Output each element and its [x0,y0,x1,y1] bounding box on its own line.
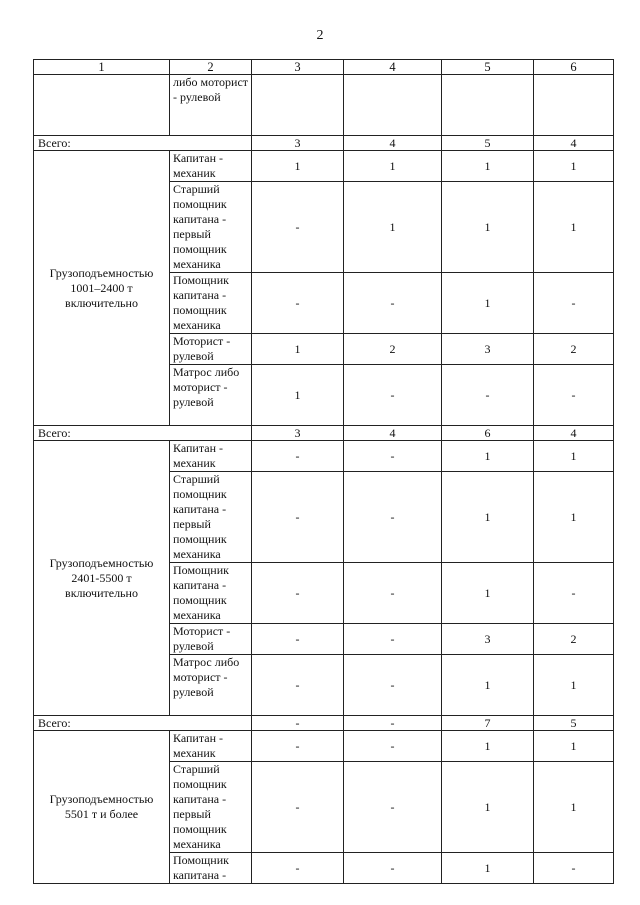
value-cell: 3 [442,624,534,655]
role-cell: Старший помощник капитана - первый помощник механика [170,762,252,853]
total-row [34,716,614,731]
value-cell: - [344,273,442,334]
role-cell: Моторист - рулевой [170,624,252,655]
total-cell: 5 [442,136,534,151]
value-cell: 1 [534,441,614,472]
value-cell: 1 [442,182,534,273]
value-cell: 1 [442,151,534,182]
value-cell: - [344,624,442,655]
value-cell: - [344,762,442,853]
value-cell: 1 [534,762,614,853]
value-cell: 1 [442,441,534,472]
header-cell: 6 [534,60,614,75]
total-cell: 4 [534,426,614,441]
crew-table [33,59,614,884]
value-cell: 1 [344,182,442,273]
value-cell [344,75,442,136]
total-label: Всего: [34,136,252,151]
role-cell: Капитан - механик [170,151,252,182]
value-cell: 1 [534,182,614,273]
total-row [34,426,614,441]
role-cell: Матрос либо моторист - рулевой [170,655,252,716]
value-cell: 1 [442,472,534,563]
value-cell: - [344,365,442,426]
value-cell: - [252,731,344,762]
value-cell: - [534,853,614,884]
page-number: 2 [316,28,324,43]
value-cell: - [252,762,344,853]
table-row [34,151,614,182]
value-cell: 1 [442,762,534,853]
value-cell: 1 [442,655,534,716]
value-cell: - [344,731,442,762]
value-cell: - [344,563,442,624]
value-cell: 1 [252,365,344,426]
total-cell: 4 [344,136,442,151]
header-cell: 4 [344,60,442,75]
value-cell: 1 [442,853,534,884]
value-cell: 3 [442,334,534,365]
value-cell [252,75,344,136]
value-cell: - [534,365,614,426]
role-cell: Моторист - рулевой [170,334,252,365]
header-row [34,60,614,75]
group-label: Грузоподъемностью 5501 т и более [34,731,170,884]
table-row [34,731,614,762]
value-cell: 2 [344,334,442,365]
total-label: Всего: [34,716,252,731]
table-row [34,441,614,472]
value-cell [534,75,614,136]
value-cell: 1 [252,151,344,182]
value-cell: - [252,655,344,716]
value-cell: 2 [534,334,614,365]
value-cell: 1 [442,563,534,624]
header-cell: 1 [34,60,170,75]
group-label: Грузоподъемностью 1001–2400 т включительно [34,151,170,426]
table-row [34,75,614,136]
value-cell: - [252,853,344,884]
role-cell: Помощник капитана - помощник механика [170,563,252,624]
value-cell: - [442,365,534,426]
total-cell: 3 [252,426,344,441]
role-cell: Старший помощник капитана - первый помощник механика [170,472,252,563]
group-cell [34,75,170,136]
value-cell: - [534,563,614,624]
value-cell: - [252,472,344,563]
group-label: Грузоподъемностью 2401-5500 т включительно [34,441,170,716]
total-cell: 7 [442,716,534,731]
value-cell: 1 [534,655,614,716]
header-cell: 3 [252,60,344,75]
value-cell: - [252,563,344,624]
total-cell: - [252,716,344,731]
value-cell: - [344,472,442,563]
value-cell: 1 [252,334,344,365]
total-cell: - [344,716,442,731]
value-cell: - [252,441,344,472]
value-cell: - [344,655,442,716]
value-cell: 1 [534,151,614,182]
value-cell: 1 [344,151,442,182]
role-cell: Матрос либо моторист - рулевой [170,365,252,426]
total-row [34,136,614,151]
value-cell: 1 [534,472,614,563]
value-cell: - [344,441,442,472]
value-cell: - [344,853,442,884]
header-cell: 5 [442,60,534,75]
value-cell: - [252,624,344,655]
total-cell: 3 [252,136,344,151]
role-cell: Помощник капитана - помощник механика [170,273,252,334]
value-cell: - [252,182,344,273]
value-cell: - [252,273,344,334]
crew-table-body [34,60,614,884]
value-cell: - [534,273,614,334]
role-cell: Капитан - механик [170,441,252,472]
total-cell: 6 [442,426,534,441]
total-cell: 4 [534,136,614,151]
role-cell: либо моторист - рулевой [170,75,252,136]
header-cell: 2 [170,60,252,75]
value-cell: 1 [534,731,614,762]
total-label: Всего: [34,426,252,441]
value-cell: 2 [534,624,614,655]
value-cell [442,75,534,136]
value-cell: 1 [442,731,534,762]
value-cell: 1 [442,273,534,334]
total-cell: 5 [534,716,614,731]
role-cell: Помощник капитана - [170,853,252,884]
total-cell: 4 [344,426,442,441]
role-cell: Старший помощник капитана - первый помощник механика [170,182,252,273]
role-cell: Капитан - механик [170,731,252,762]
